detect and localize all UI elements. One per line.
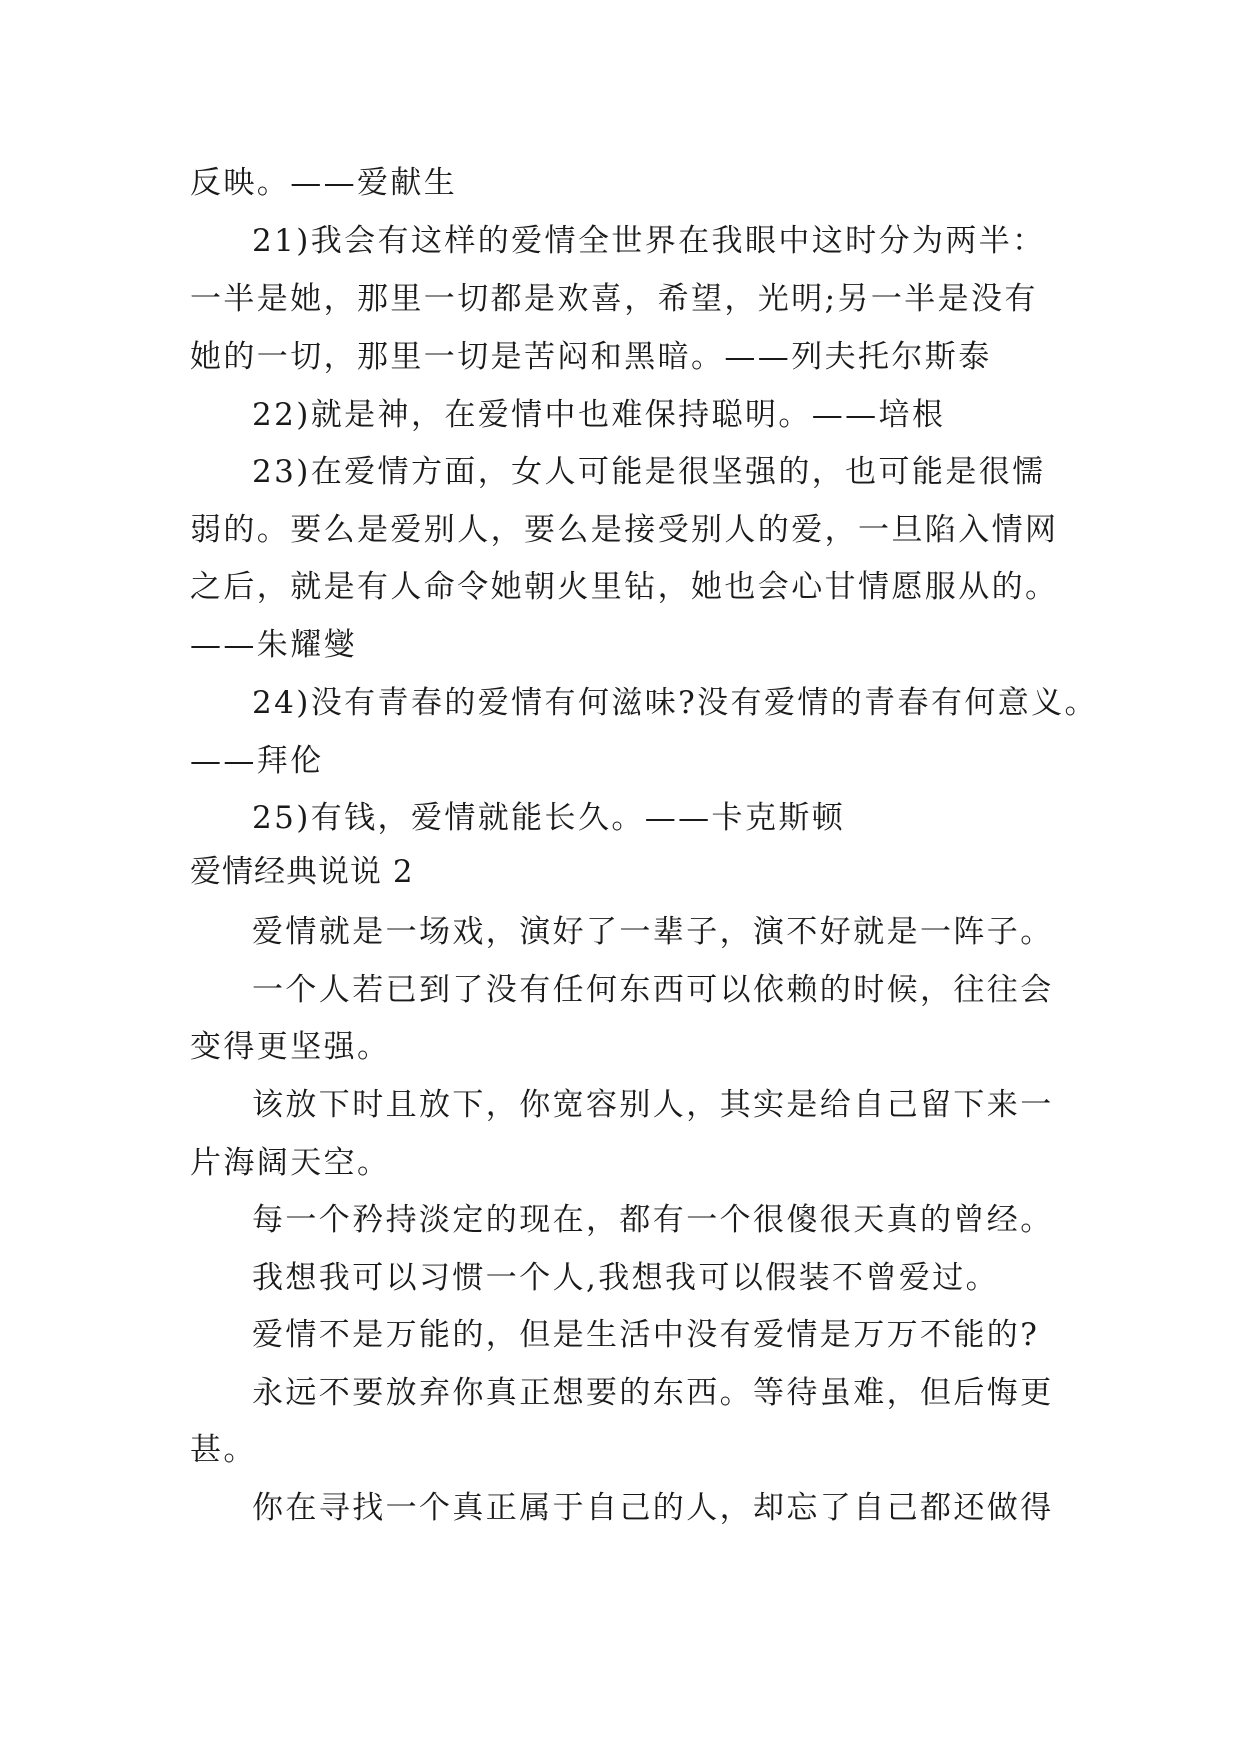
text-line: 之后，就是有人命令她朝火里钻，她也会心甘情愿服从的。: [190, 569, 1059, 605]
text-line: ——拜伦: [190, 743, 324, 779]
text-line: 爱情不是万能的，但是生活中没有爱情是万万不能的?: [252, 1317, 1040, 1353]
text-line: 一个人若已到了没有任何东西可以依赖的时候，往往会: [252, 972, 1054, 1008]
text-line: 24)没有青春的爱情有何滋味?没有爱情的青春有何意义。: [252, 685, 1098, 721]
text-line: 她的一切，那里一切是苦闷和黑暗。——列夫托尔斯泰: [190, 339, 992, 375]
text-line: 该放下时且放下，你宽容别人，其实是给自己留下来一: [252, 1087, 1054, 1123]
text-line: 永远不要放弃你真正想要的东西。等待虽难，但后悔更: [252, 1375, 1054, 1411]
text-line: 22)就是神，在爱情中也难保持聪明。——培根: [252, 397, 946, 433]
text-line: 每一个矜持淡定的现在，都有一个很傻很天真的曾经。: [252, 1202, 1054, 1238]
text-line: 一半是她，那里一切都是欢喜，希望，光明;另一半是没有: [190, 281, 1038, 317]
text-line: ——朱耀燮: [190, 627, 357, 663]
text-line: 23)在爱情方面，女人可能是很坚强的，也可能是很懦: [252, 454, 1046, 490]
text-line: 25)有钱，爱情就能长久。——卡克斯顿: [252, 800, 846, 836]
text-line: 甚。: [190, 1432, 257, 1468]
text-line: 反映。——爱献生: [190, 165, 458, 201]
text-line: 弱的。要么是爱别人，要么是接受别人的爱，一旦陷入情网: [190, 512, 1059, 548]
text-line: 你在寻找一个真正属于自己的人，却忘了自己都还做得: [252, 1490, 1054, 1526]
text-line: 我想我可以习惯一个人,我想我可以假装不曾爱过。: [252, 1260, 1000, 1296]
text-line: 爱情就是一场戏，演好了一辈子，演不好就是一阵子。: [252, 914, 1054, 950]
section-heading: 爱情经典说说 2: [190, 854, 414, 890]
text-line: 变得更坚强。: [190, 1029, 391, 1065]
text-line: 21)我会有这样的爱情全世界在我眼中这时分为两半：: [252, 223, 1046, 259]
text-line: 片海阔天空。: [190, 1145, 391, 1181]
